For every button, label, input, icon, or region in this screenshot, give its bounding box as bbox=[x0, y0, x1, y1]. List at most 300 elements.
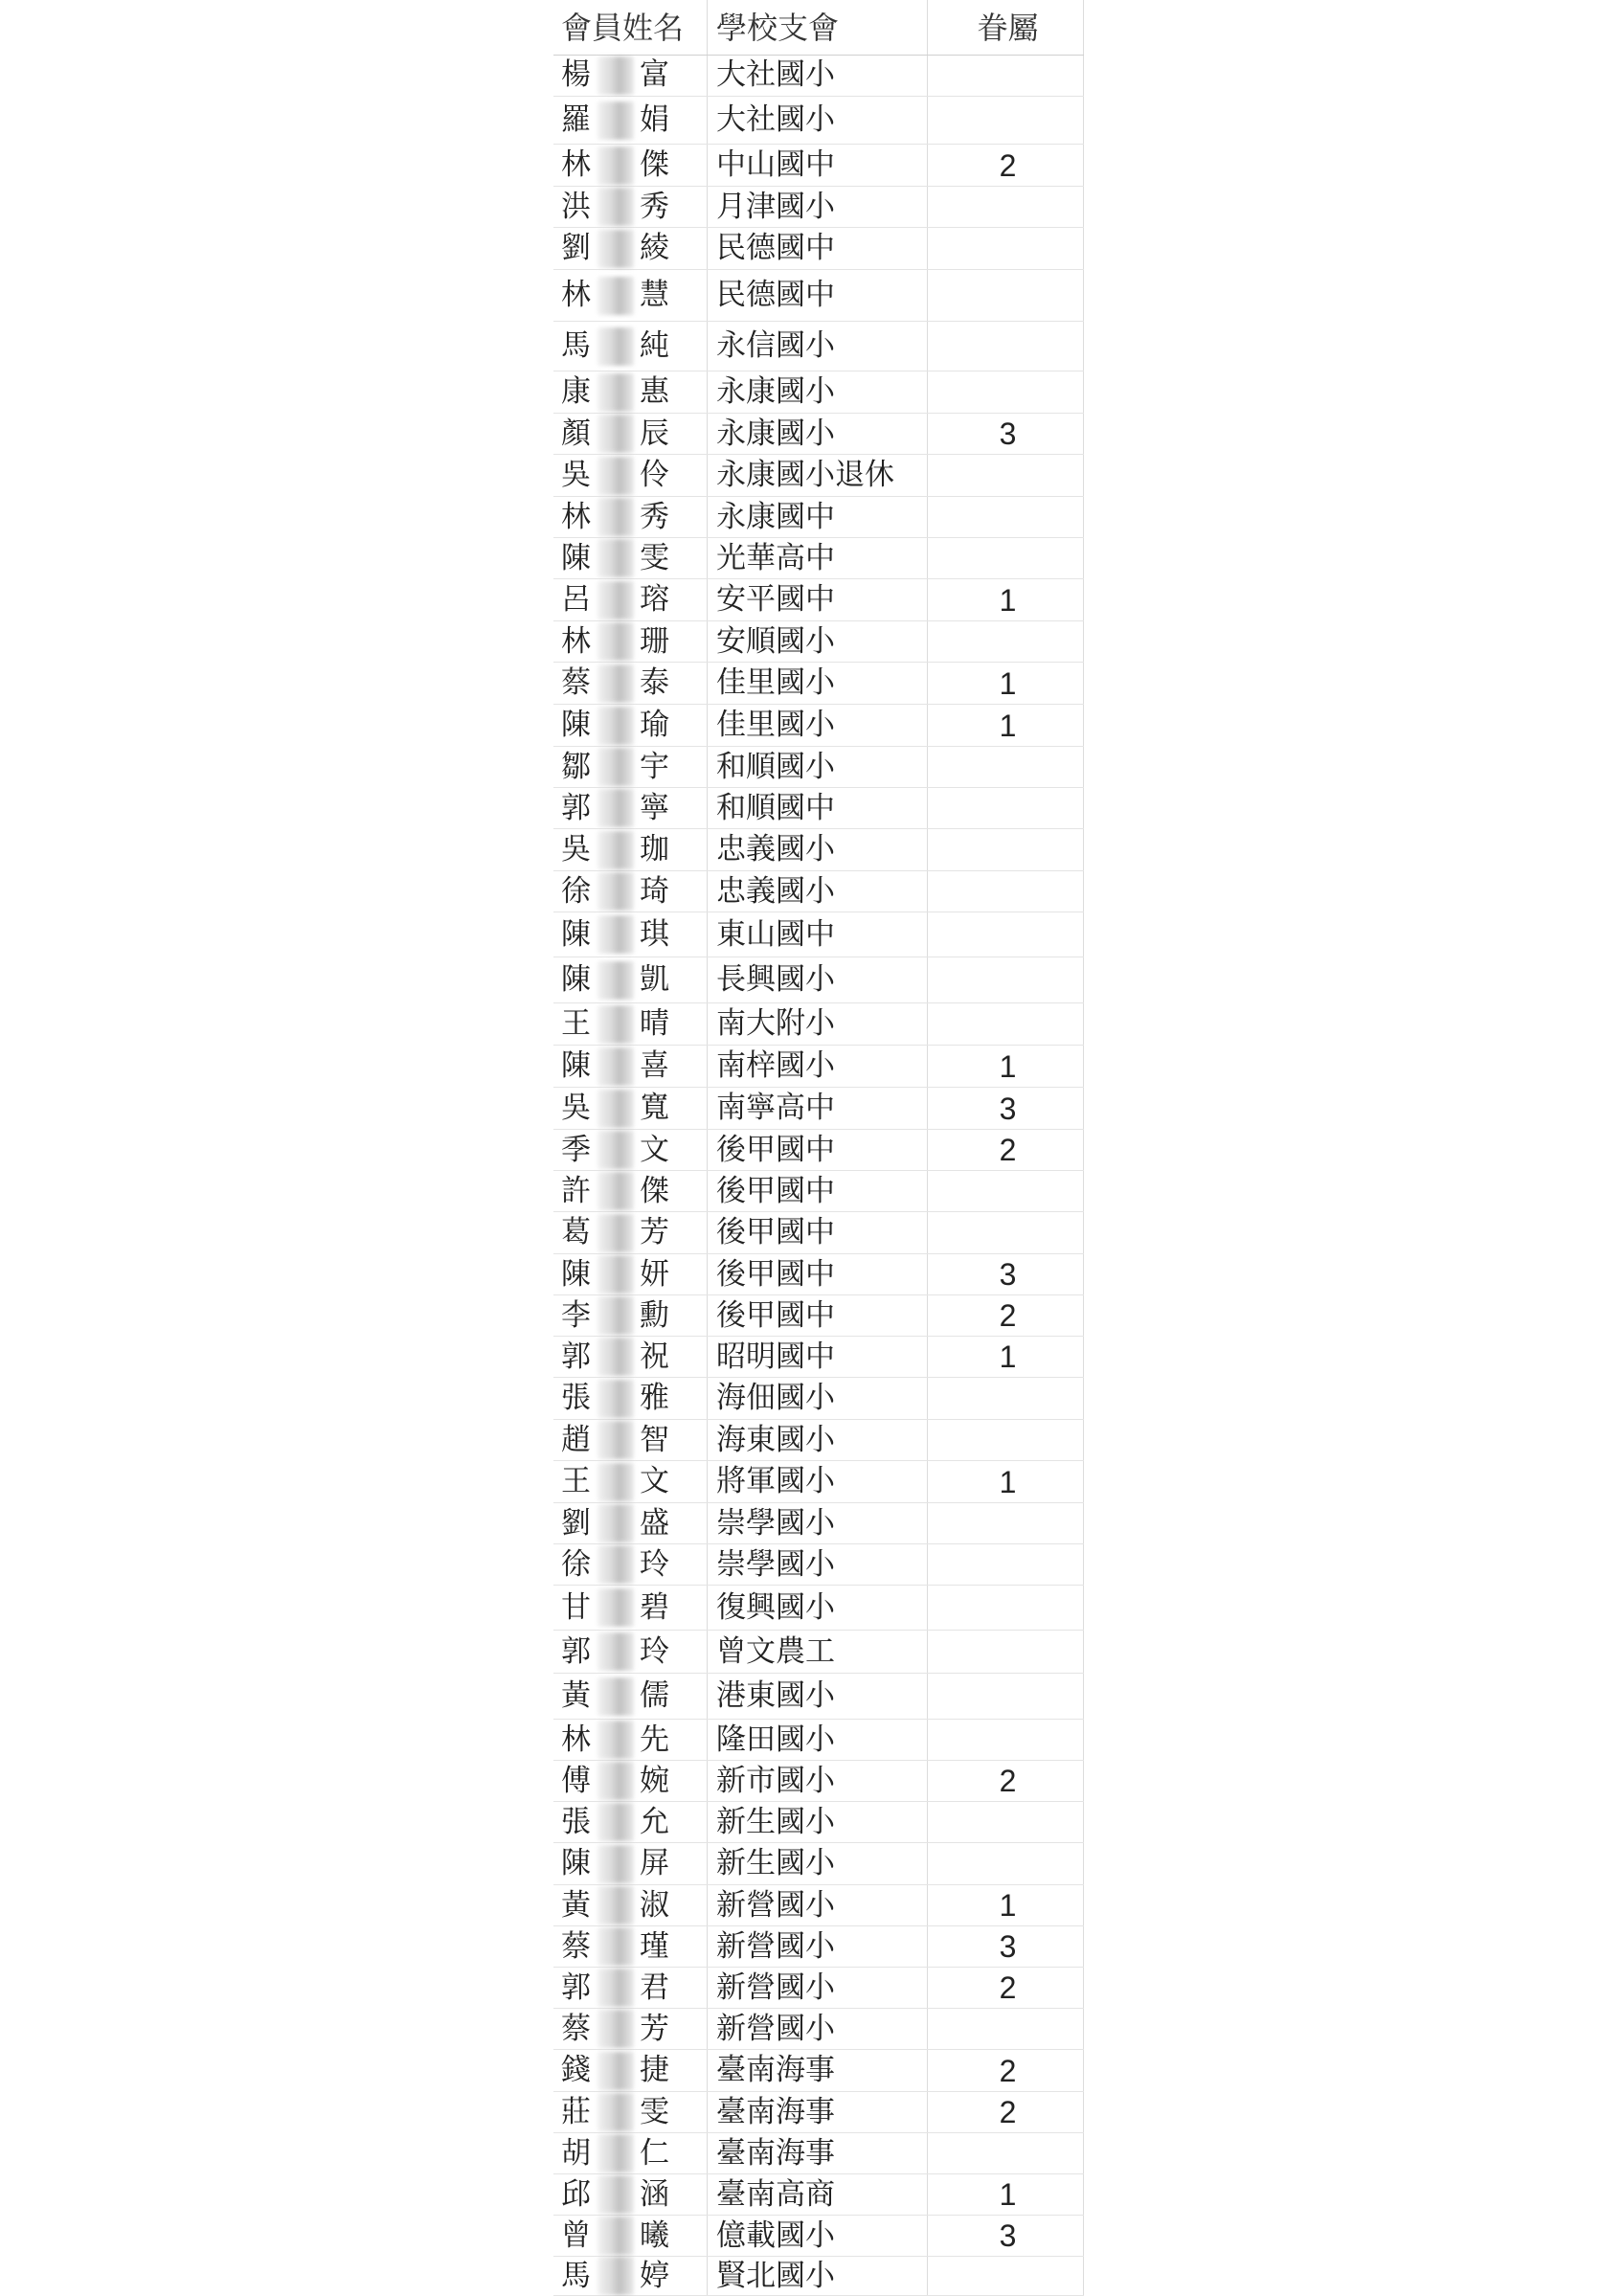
family-count-cell bbox=[932, 187, 1084, 227]
member-surname: 徐 bbox=[561, 1546, 591, 1582]
redaction-blur bbox=[597, 373, 634, 412]
family-count-cell bbox=[932, 1212, 1084, 1253]
redaction-blur bbox=[597, 1803, 634, 1841]
member-name-cell bbox=[561, 1843, 695, 1884]
member-surname: 王 bbox=[561, 1006, 591, 1041]
table-header-row bbox=[553, 0, 1084, 56]
table-row bbox=[553, 663, 1084, 705]
member-name-cell bbox=[561, 871, 695, 912]
member-surname: 莊 bbox=[561, 2094, 591, 2129]
family-count-cell bbox=[932, 228, 1084, 269]
member-name-cell bbox=[561, 1254, 695, 1294]
school-branch-cell: 永康國小 bbox=[716, 374, 835, 409]
family-count-cell: 2 bbox=[999, 1298, 1017, 1333]
table-row bbox=[553, 1420, 1084, 1461]
member-name-cell bbox=[561, 705, 695, 746]
member-name-cell bbox=[561, 1420, 695, 1460]
redaction-blur bbox=[597, 2217, 634, 2255]
member-name-cell bbox=[561, 1046, 695, 1087]
school-branch-cell: 永康國小 bbox=[716, 416, 835, 451]
redaction-blur bbox=[597, 872, 634, 911]
school-branch-cell: 崇學國小 bbox=[716, 1505, 835, 1541]
family-count-cell bbox=[932, 55, 1084, 96]
table-row bbox=[553, 497, 1084, 538]
member-given-name: 曦 bbox=[640, 2217, 669, 2253]
member-given-name: 娟 bbox=[640, 102, 669, 137]
family-count-cell bbox=[932, 371, 1084, 413]
member-surname: 康 bbox=[561, 374, 591, 409]
member-name-cell bbox=[561, 1968, 695, 2008]
table-row bbox=[553, 371, 1084, 414]
table-row bbox=[553, 1378, 1084, 1420]
member-name-cell bbox=[561, 829, 695, 870]
family-count-cell: 3 bbox=[999, 1929, 1017, 1964]
table-row bbox=[553, 187, 1084, 228]
family-count-cell: 2 bbox=[999, 147, 1017, 183]
redaction-blur bbox=[597, 1632, 634, 1671]
member-name-cell bbox=[561, 1171, 695, 1211]
table-row bbox=[553, 455, 1084, 497]
table-row bbox=[553, 55, 1084, 97]
redaction-blur bbox=[597, 498, 634, 536]
family-count-cell bbox=[932, 538, 1084, 578]
redaction-blur bbox=[597, 457, 634, 495]
member-given-name: 伶 bbox=[640, 458, 669, 492]
school-branch-cell: 和順國中 bbox=[716, 790, 835, 825]
member-surname: 曾 bbox=[561, 2217, 591, 2253]
member-given-name: 淑 bbox=[640, 1887, 669, 1923]
school-branch-cell: 後甲國中 bbox=[716, 1132, 835, 1167]
family-count-cell: 2 bbox=[999, 1764, 1017, 1798]
member-surname: 洪 bbox=[561, 189, 591, 224]
member-given-name: 祝 bbox=[640, 1339, 669, 1374]
member-surname: 蔡 bbox=[561, 2011, 591, 2046]
redaction-blur bbox=[597, 1545, 634, 1584]
family-count-cell: 3 bbox=[999, 1257, 1017, 1292]
redaction-blur bbox=[597, 1463, 634, 1501]
table-row bbox=[553, 414, 1084, 455]
member-surname: 吳 bbox=[561, 832, 591, 867]
redaction-blur bbox=[597, 664, 634, 703]
table-row bbox=[553, 1674, 1084, 1720]
school-branch-cell: 港東國小 bbox=[716, 1678, 835, 1713]
member-given-name: 惠 bbox=[640, 374, 669, 409]
member-surname: 張 bbox=[561, 1804, 591, 1839]
family-count-cell bbox=[932, 2133, 1084, 2173]
member-surname: 陳 bbox=[561, 1048, 591, 1083]
family-count-cell bbox=[932, 1720, 1084, 1760]
school-branch-cell: 後甲國中 bbox=[716, 1297, 835, 1333]
family-count-cell bbox=[932, 1378, 1084, 1419]
member-given-name: 慧 bbox=[640, 278, 669, 312]
redaction-blur bbox=[597, 1090, 634, 1128]
school-branch-cell: 新營國小 bbox=[716, 1887, 835, 1923]
member-given-name: 珊 bbox=[640, 623, 669, 659]
member-name-cell bbox=[561, 455, 695, 496]
member-given-name: 瑾 bbox=[640, 1928, 669, 1964]
member-name-cell bbox=[561, 414, 695, 454]
member-name-cell bbox=[561, 2009, 695, 2049]
member-given-name: 仁 bbox=[640, 2135, 669, 2171]
member-name-cell bbox=[561, 145, 695, 186]
member-surname: 季 bbox=[561, 1132, 591, 1167]
table-row bbox=[553, 145, 1084, 187]
redaction-blur bbox=[597, 2175, 634, 2214]
table-row bbox=[553, 1130, 1084, 1171]
member-name-cell bbox=[561, 322, 695, 371]
member-surname: 黃 bbox=[561, 1678, 591, 1713]
member-surname: 陳 bbox=[561, 916, 591, 952]
family-count-cell bbox=[932, 97, 1084, 144]
member-given-name: 文 bbox=[640, 1464, 669, 1498]
member-given-name: 雯 bbox=[640, 2094, 669, 2129]
table-row bbox=[553, 579, 1084, 621]
member-given-name: 勳 bbox=[640, 1297, 669, 1333]
member-name-cell bbox=[561, 1088, 695, 1129]
school-branch-cell: 東山國中 bbox=[716, 916, 835, 952]
redaction-blur bbox=[597, 961, 634, 1000]
school-branch-cell: 佳里國小 bbox=[716, 708, 835, 742]
school-branch-cell: 忠義國小 bbox=[716, 873, 835, 909]
redaction-blur bbox=[597, 1296, 634, 1335]
family-count-cell bbox=[932, 912, 1084, 957]
member-surname: 郭 bbox=[561, 1339, 591, 1374]
family-count-cell bbox=[932, 747, 1084, 787]
redaction-blur bbox=[597, 327, 634, 366]
member-given-name: 芳 bbox=[640, 1215, 669, 1249]
family-count-cell bbox=[932, 2009, 1084, 2049]
member-name-cell bbox=[561, 97, 695, 144]
member-name-cell bbox=[561, 371, 695, 413]
member-surname: 羅 bbox=[561, 102, 591, 137]
member-given-name: 秀 bbox=[640, 499, 669, 534]
school-branch-cell: 新生國小 bbox=[716, 1804, 835, 1839]
member-surname: 葛 bbox=[561, 1215, 591, 1249]
redaction-blur bbox=[597, 1721, 634, 1759]
table-row bbox=[553, 705, 1084, 747]
member-surname: 林 bbox=[561, 147, 591, 182]
school-branch-cell: 南梓國小 bbox=[716, 1048, 835, 1083]
table-row bbox=[553, 1046, 1084, 1088]
table-row bbox=[553, 97, 1084, 145]
table-row bbox=[553, 1586, 1084, 1631]
table-row bbox=[553, 1003, 1084, 1046]
table-row bbox=[553, 2216, 1084, 2257]
redaction-blur bbox=[597, 1005, 634, 1044]
school-branch-cell: 臺南海事 bbox=[716, 2094, 835, 2129]
member-name-cell bbox=[561, 957, 695, 1002]
member-surname: 林 bbox=[561, 499, 591, 534]
redaction-blur bbox=[597, 707, 634, 745]
member-name-cell bbox=[561, 1295, 695, 1336]
school-branch-cell: 安平國中 bbox=[716, 582, 835, 617]
redaction-blur bbox=[597, 1338, 634, 1376]
member-name-cell bbox=[561, 1503, 695, 1543]
member-given-name: 寬 bbox=[640, 1091, 669, 1125]
member-surname: 陳 bbox=[561, 540, 591, 575]
redaction-blur bbox=[597, 1421, 634, 1459]
family-count-cell bbox=[932, 1003, 1084, 1045]
redaction-blur bbox=[597, 1255, 634, 1294]
member-name-cell bbox=[561, 55, 695, 96]
table-row bbox=[553, 1295, 1084, 1337]
member-surname: 林 bbox=[561, 278, 591, 312]
member-surname: 傅 bbox=[561, 1763, 591, 1798]
member-surname: 陳 bbox=[561, 1256, 591, 1292]
member-given-name: 玲 bbox=[640, 1633, 669, 1669]
member-given-name: 晴 bbox=[640, 1006, 669, 1041]
table-row bbox=[553, 1212, 1084, 1254]
member-name-cell bbox=[561, 1761, 695, 1801]
member-name-cell bbox=[561, 228, 695, 269]
school-branch-cell: 臺南海事 bbox=[716, 2053, 835, 2087]
table-row bbox=[553, 1171, 1084, 1212]
member-name-cell bbox=[561, 1926, 695, 1967]
table-row bbox=[553, 322, 1084, 371]
redaction-blur bbox=[597, 539, 634, 577]
redaction-blur bbox=[597, 146, 634, 185]
redaction-blur bbox=[597, 2134, 634, 2172]
family-count-cell bbox=[932, 455, 1084, 496]
member-given-name: 芳 bbox=[640, 2011, 669, 2046]
member-given-name: 捷 bbox=[640, 2053, 669, 2087]
member-surname: 劉 bbox=[561, 231, 591, 265]
school-branch-cell: 海東國小 bbox=[716, 1422, 835, 1457]
member-name-cell bbox=[561, 1378, 695, 1419]
member-surname: 蔡 bbox=[561, 1928, 591, 1964]
table-row bbox=[553, 1088, 1084, 1130]
member-name-cell bbox=[561, 663, 695, 704]
redaction-blur bbox=[597, 1969, 634, 2007]
member-surname: 吳 bbox=[561, 1091, 591, 1125]
family-count-cell bbox=[932, 2257, 1084, 2295]
table-row bbox=[553, 270, 1084, 322]
member-surname: 吳 bbox=[561, 458, 591, 492]
family-count-cell: 1 bbox=[999, 582, 1017, 618]
family-count-cell: 2 bbox=[999, 2095, 1017, 2129]
school-branch-cell: 南大附小 bbox=[716, 1006, 835, 1041]
table-row bbox=[553, 1461, 1084, 1503]
member-given-name: 婉 bbox=[640, 1763, 669, 1798]
table-row bbox=[553, 1254, 1084, 1295]
redaction-blur bbox=[597, 1131, 634, 1169]
member-name-cell bbox=[561, 1885, 695, 1925]
table-row bbox=[553, 2133, 1084, 2174]
member-surname: 邱 bbox=[561, 2176, 591, 2212]
member-surname: 王 bbox=[561, 1464, 591, 1498]
member-table bbox=[553, 0, 1084, 2296]
family-count-cell bbox=[932, 1802, 1084, 1842]
redaction-blur bbox=[597, 2257, 634, 2295]
family-count-cell bbox=[932, 497, 1084, 537]
redaction-blur bbox=[597, 1588, 634, 1627]
member-surname: 顏 bbox=[561, 416, 591, 451]
school-branch-cell: 民德國中 bbox=[716, 231, 835, 265]
school-branch-cell: 忠義國小 bbox=[716, 832, 835, 867]
school-branch-cell: 後甲國中 bbox=[716, 1256, 835, 1292]
table-row bbox=[553, 1337, 1084, 1378]
school-branch-cell: 佳里國小 bbox=[716, 665, 835, 700]
table-row bbox=[553, 1843, 1084, 1885]
redaction-blur bbox=[597, 1927, 634, 1966]
table-row bbox=[553, 2174, 1084, 2216]
member-surname: 陳 bbox=[561, 1846, 591, 1880]
member-given-name: 雅 bbox=[640, 1381, 669, 1415]
school-branch-cell: 復興國小 bbox=[716, 1589, 835, 1625]
school-branch-cell: 月津國小 bbox=[716, 189, 835, 224]
member-given-name: 凱 bbox=[640, 962, 669, 997]
member-name-cell bbox=[561, 1461, 695, 1502]
school-branch-cell: 曾文農工 bbox=[716, 1633, 835, 1669]
redaction-blur bbox=[597, 1886, 634, 1925]
family-count-cell: 1 bbox=[999, 1339, 1017, 1374]
family-count-cell: 3 bbox=[999, 2218, 1017, 2253]
school-branch-cell: 昭明國中 bbox=[716, 1339, 835, 1374]
member-given-name: 泰 bbox=[640, 665, 669, 700]
family-count-cell bbox=[932, 1631, 1084, 1673]
member-surname: 馬 bbox=[561, 2258, 591, 2293]
family-count-cell bbox=[932, 1843, 1084, 1884]
family-count-cell: 1 bbox=[999, 1048, 1017, 1084]
member-surname: 鄒 bbox=[561, 749, 591, 784]
table-row bbox=[553, 1926, 1084, 1968]
family-count-cell: 1 bbox=[999, 665, 1017, 701]
member-given-name: 喜 bbox=[640, 1048, 669, 1083]
school-branch-cell: 賢北國小 bbox=[716, 2258, 835, 2293]
member-surname: 劉 bbox=[561, 1505, 591, 1541]
table-row bbox=[553, 538, 1084, 579]
member-surname: 林 bbox=[561, 623, 591, 659]
school-branch-cell: 永信國小 bbox=[716, 328, 835, 363]
redaction-blur bbox=[597, 748, 634, 786]
family-count-cell: 1 bbox=[999, 708, 1017, 743]
member-given-name: 純 bbox=[640, 328, 669, 363]
member-given-name: 傑 bbox=[640, 1173, 669, 1208]
member-name-cell bbox=[561, 187, 695, 227]
member-name-cell bbox=[561, 1586, 695, 1630]
member-given-name: 涵 bbox=[640, 2176, 669, 2212]
table-row bbox=[553, 912, 1084, 957]
school-branch-cell: 崇學國小 bbox=[716, 1546, 835, 1582]
member-surname: 楊 bbox=[561, 57, 591, 92]
school-branch-cell: 新營國小 bbox=[716, 1970, 835, 2005]
family-count-cell bbox=[932, 322, 1084, 371]
school-branch-cell: 中山國中 bbox=[716, 147, 835, 182]
member-surname: 林 bbox=[561, 1722, 591, 1757]
header-member-name: 會員姓名 bbox=[561, 9, 685, 46]
member-name-cell bbox=[561, 621, 695, 662]
table-row bbox=[553, 2257, 1084, 2296]
member-name-cell bbox=[561, 2092, 695, 2132]
member-surname: 黃 bbox=[561, 1887, 591, 1923]
member-name-cell bbox=[561, 1130, 695, 1170]
table-row bbox=[553, 747, 1084, 788]
school-branch-cell: 隆田國小 bbox=[716, 1722, 835, 1757]
member-given-name: 允 bbox=[640, 1804, 669, 1839]
family-count-cell: 3 bbox=[999, 416, 1017, 451]
school-branch-cell: 後甲國中 bbox=[716, 1215, 835, 1249]
family-count-cell bbox=[932, 1503, 1084, 1543]
table-row bbox=[553, 1720, 1084, 1761]
member-surname: 蔡 bbox=[561, 665, 591, 700]
member-given-name: 文 bbox=[640, 1132, 669, 1167]
redaction-blur bbox=[597, 188, 634, 226]
member-name-cell bbox=[561, 1337, 695, 1377]
table-row bbox=[553, 1802, 1084, 1843]
redaction-blur bbox=[597, 1677, 634, 1716]
school-branch-cell: 新營國小 bbox=[716, 1928, 835, 1964]
school-branch-cell: 臺南海事 bbox=[716, 2135, 835, 2171]
table-row bbox=[553, 1968, 1084, 2009]
member-given-name: 婷 bbox=[640, 2258, 669, 2293]
member-name-cell bbox=[561, 747, 695, 787]
member-given-name: 傑 bbox=[640, 147, 669, 182]
table-row bbox=[553, 1885, 1084, 1926]
school-branch-cell: 新營國小 bbox=[716, 2011, 835, 2046]
member-surname: 錢 bbox=[561, 2053, 591, 2087]
family-count-cell bbox=[932, 621, 1084, 662]
redaction-blur bbox=[597, 831, 634, 869]
member-name-cell bbox=[561, 2133, 695, 2173]
redaction-blur bbox=[597, 622, 634, 661]
member-given-name: 碧 bbox=[640, 1589, 669, 1625]
family-count-cell bbox=[932, 270, 1084, 321]
member-given-name: 先 bbox=[640, 1722, 669, 1757]
member-surname: 郭 bbox=[561, 1633, 591, 1669]
member-surname: 郭 bbox=[561, 1970, 591, 2005]
table-row bbox=[553, 1544, 1084, 1586]
redaction-blur bbox=[597, 1214, 634, 1252]
member-surname: 馬 bbox=[561, 328, 591, 363]
member-surname: 呂 bbox=[561, 582, 591, 617]
member-name-cell bbox=[561, 788, 695, 828]
member-surname: 陳 bbox=[561, 708, 591, 742]
school-branch-cell: 臺南高商 bbox=[716, 2176, 835, 2212]
member-name-cell bbox=[561, 1674, 695, 1719]
table-row bbox=[553, 788, 1084, 829]
school-branch-cell: 億載國小 bbox=[716, 2217, 835, 2253]
member-name-cell bbox=[561, 538, 695, 578]
table-row bbox=[553, 228, 1084, 270]
table-row bbox=[553, 871, 1084, 912]
redaction-blur bbox=[597, 415, 634, 453]
family-count-cell bbox=[932, 1171, 1084, 1211]
school-branch-cell: 和順國小 bbox=[716, 749, 835, 784]
table-row bbox=[553, 1761, 1084, 1802]
member-surname: 徐 bbox=[561, 873, 591, 909]
table-row bbox=[553, 2050, 1084, 2092]
family-count-cell bbox=[932, 957, 1084, 1002]
member-given-name: 綾 bbox=[640, 231, 669, 265]
table-row bbox=[553, 2009, 1084, 2050]
school-branch-cell: 民德國中 bbox=[716, 278, 835, 312]
member-name-cell bbox=[561, 1631, 695, 1673]
redaction-blur bbox=[597, 1845, 634, 1883]
member-surname: 甘 bbox=[561, 1589, 591, 1625]
member-name-cell bbox=[561, 1802, 695, 1842]
member-name-cell bbox=[561, 2257, 695, 2295]
member-given-name: 妍 bbox=[640, 1256, 669, 1292]
school-branch-cell: 永康國中 bbox=[716, 499, 835, 534]
school-branch-cell: 將軍國小 bbox=[716, 1464, 835, 1498]
member-given-name: 君 bbox=[640, 1970, 669, 2005]
member-name-cell bbox=[561, 2050, 695, 2091]
family-count-cell: 2 bbox=[999, 1133, 1017, 1167]
member-given-name: 琦 bbox=[640, 873, 669, 909]
family-count-cell: 1 bbox=[999, 1888, 1017, 1923]
table-row bbox=[553, 1503, 1084, 1544]
member-name-cell bbox=[561, 1003, 695, 1045]
